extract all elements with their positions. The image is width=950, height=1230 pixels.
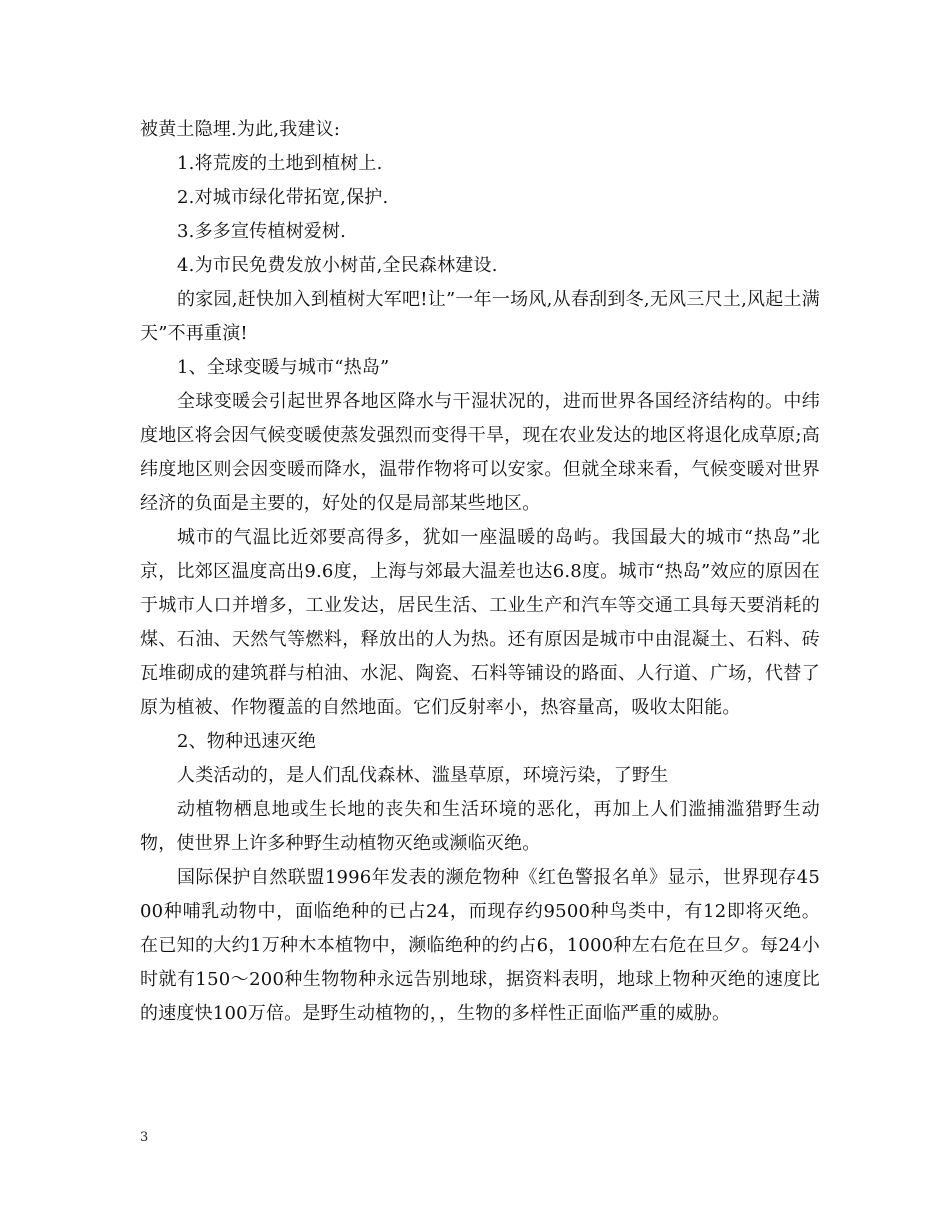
paragraph-global-warming: 全球变暖会引起世界各地区降水与干湿状况的，进而世界各国经济结构的。中纬度地区将会因气候变暖使蒸发强烈而变得干旱，现在农业发达的地区将退化成草原;高纬度地区则会因变暖而降水，温带作物将可以安家。但就全球来看，气候变暖对世界经济的负面是主要的，好处的仅是局部某些地区。 <box>140 391 820 514</box>
suggestion-1: 1.将荒废的土地到植树上. <box>177 153 383 174</box>
paragraph-human-activity: 人类活动的，是人们乱伐森林、滥垦草原，环境污染，了野生 <box>177 765 669 786</box>
paragraph-1: 被黄土隐埋.为此,我建议: <box>140 119 341 140</box>
section-heading-heat-island: 1、全球变暖与城市“热岛” <box>177 357 390 378</box>
paragraph-city-heat-island: 城市的气温比近郊要高得多，犹如一座温暖的岛屿。我国最大的城市“热岛”北京，比郊区温度高出9.6度，上海与郊最大温差也达6.8度。城市“热岛”效应的原因在于城市人口并增多，工业发达，居民生活、工业生产和汽车等交通工具每天要消耗的煤、石油、天然气等燃料，释放出的人为热。还有原因是城市中由混凝土、石料、砖瓦堆砌成的建筑群与柏油、水泥、陶瓷、石料等铺设的路面、人行道、广场，代替了原为植被、作物覆盖的自然地面。它们反射率小，热容量高，吸收太阳能。 <box>140 527 820 718</box>
paragraph-habitat-loss: 动植物栖息地或生长地的丧失和生活环境的恶化，再加上人们滥捕滥猎野生动物，使世界上许多种野生动植物灭绝或濒临灭绝。 <box>140 799 820 854</box>
suggestion-3: 3.多多宣传植树爱树. <box>177 221 347 242</box>
paragraph-red-list: 国际保护自然联盟1996年发表的濒危物种《红色警报名单》显示，世界现存4500种哺乳动物中，面临绝种的已占24，而现存约9500种鸟类中，有12即将灭绝。在已知的大约1万种木本植物中，濒临绝种的约占6，1000种左右危在旦夕。每24小时就有150～200种生物物种永远告别地球，据资料表明，地球上物种灭绝的速度比的速度快100万倍。是野生动植物的，，生物的多样性正面临严重的威胁。 <box>140 867 820 1024</box>
paragraph-call-to-action: 的家园,赶快加入到植树大军吧!让”一年一场风,从春刮到冬,无风三尺土,风起土满天”不再重演! <box>140 289 820 344</box>
suggestion-4: 4.为市民免费发放小树苗,全民森林建设. <box>177 255 498 276</box>
section-heading-species-extinction: 2、物种迅速灭绝 <box>177 731 317 752</box>
document-body <box>140 113 820 1031</box>
page-number: 3 <box>140 1130 149 1145</box>
suggestion-2: 2.对城市绿化带拓宽,保护. <box>177 187 389 208</box>
